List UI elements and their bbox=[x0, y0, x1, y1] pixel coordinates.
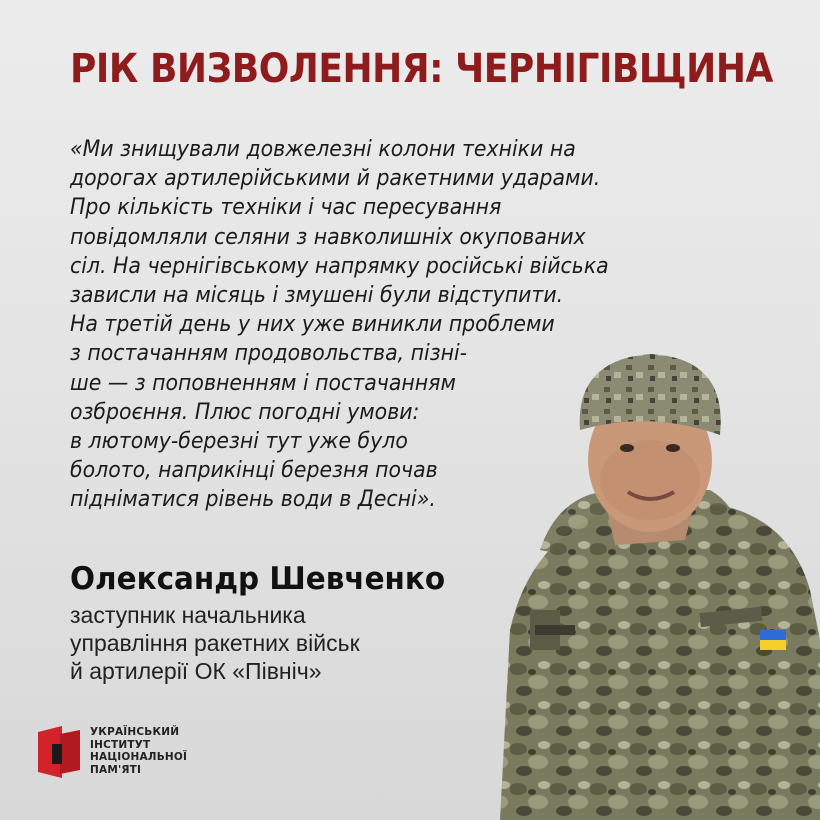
quote-line: На третій день у них уже виникли проблеми bbox=[70, 312, 555, 338]
quote-line: дорогах артилерійськими й ракетними ударами. bbox=[70, 166, 601, 192]
logo-line: УКРАЇНСЬКИЙ bbox=[90, 726, 180, 738]
person-name: Олександр Шевченко bbox=[70, 561, 446, 597]
logo-line: ПАМ'ЯТІ bbox=[90, 763, 142, 776]
institute-logo bbox=[38, 722, 187, 782]
person-role bbox=[70, 601, 360, 685]
quote-line: Про кількість техніки і час пересування bbox=[70, 195, 502, 221]
quote-line: в лютому-березні тут уже було bbox=[70, 429, 408, 455]
soldier-photo bbox=[470, 340, 820, 820]
quote-line: озброєння. Плюс погодні умови: bbox=[70, 399, 420, 425]
role-line: управління ракетних військ bbox=[70, 630, 360, 656]
quote-line: ше — з поповненням і постачанням bbox=[70, 370, 456, 396]
quote-line: підніматися рівень води в Десні». bbox=[70, 487, 436, 513]
quote-line: зависли на місяць і змушені були відступити. bbox=[70, 283, 564, 309]
quote-line: «Ми знищували довжелезні колони техніки на bbox=[70, 137, 576, 162]
institute-logo-icon bbox=[38, 722, 82, 782]
quote-line: болото, наприкінці березня почав bbox=[70, 458, 438, 484]
institute-logo-text bbox=[90, 726, 187, 776]
logo-line: ІНСТИТУТ bbox=[90, 738, 151, 751]
page-title: РІК ВИЗВОЛЕННЯ: ЧЕРНІГІВЩИНА bbox=[70, 46, 773, 92]
role-line: й артилерії ОК «Північ» bbox=[70, 658, 322, 684]
logo-line: НАЦІОНАЛЬНОЇ bbox=[90, 751, 188, 763]
quote-line: повідомляли селяни з навколишніх окупованих bbox=[70, 224, 586, 250]
quote-line: сіл. На чернігівському напрямку російські війська bbox=[70, 253, 609, 279]
role-line: заступник начальника bbox=[70, 602, 306, 628]
quote-line: з постачанням продовольства, пізні- bbox=[70, 341, 468, 367]
